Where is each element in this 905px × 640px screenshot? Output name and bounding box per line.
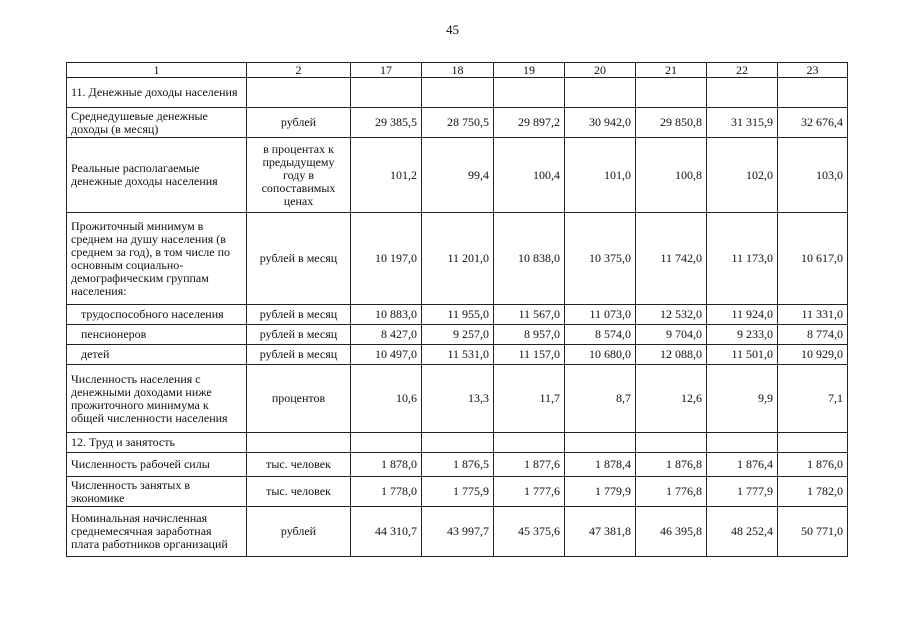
value-cell: 8,7 — [565, 365, 636, 433]
table-row — [67, 305, 848, 325]
indicator-name: 12. Труд и занятость — [67, 433, 247, 453]
header-cell: 20 — [565, 63, 636, 78]
value-cell: 9 704,0 — [636, 325, 707, 345]
value-cell: 11 073,0 — [565, 305, 636, 325]
value-cell: 10 617,0 — [778, 213, 848, 305]
value-cell: 8 427,0 — [351, 325, 422, 345]
value-cell: 11 201,0 — [422, 213, 494, 305]
value-cell — [351, 78, 422, 108]
unit-cell: рублей в месяц — [247, 325, 351, 345]
indicator-name: 11. Денежные доходы населения — [67, 78, 247, 108]
value-cell: 7,1 — [778, 365, 848, 433]
value-cell: 1 775,9 — [422, 477, 494, 507]
indicator-name: Прожиточный минимум в среднем на душу населения (в среднем за год), в том числе по основным социально-демографическим группам населения: — [67, 213, 247, 305]
value-cell — [565, 433, 636, 453]
value-cell: 101,0 — [565, 138, 636, 213]
indicator-name: Численность занятых в экономике — [67, 477, 247, 507]
value-cell: 1 877,6 — [494, 453, 565, 477]
value-cell: 45 375,6 — [494, 507, 565, 557]
value-cell: 1 878,0 — [351, 453, 422, 477]
value-cell: 30 942,0 — [565, 108, 636, 138]
value-cell: 10 497,0 — [351, 345, 422, 365]
value-cell: 48 252,4 — [707, 507, 778, 557]
value-cell: 29 897,2 — [494, 108, 565, 138]
unit-cell — [247, 433, 351, 453]
value-cell: 11 173,0 — [707, 213, 778, 305]
value-cell — [494, 78, 565, 108]
value-cell: 1 776,8 — [636, 477, 707, 507]
value-cell: 100,4 — [494, 138, 565, 213]
table-row — [67, 453, 848, 477]
table-row — [67, 507, 848, 557]
value-cell: 11 531,0 — [422, 345, 494, 365]
value-cell — [707, 78, 778, 108]
value-cell: 1 876,4 — [707, 453, 778, 477]
value-cell: 1 777,6 — [494, 477, 565, 507]
header-cell: 2 — [247, 63, 351, 78]
value-cell: 9 233,0 — [707, 325, 778, 345]
unit-cell: рублей в месяц — [247, 345, 351, 365]
value-cell: 12 532,0 — [636, 305, 707, 325]
value-cell: 1 777,9 — [707, 477, 778, 507]
unit-cell: рублей — [247, 507, 351, 557]
value-cell: 44 310,7 — [351, 507, 422, 557]
value-cell: 1 782,0 — [778, 477, 848, 507]
value-cell: 10 883,0 — [351, 305, 422, 325]
value-cell: 28 750,5 — [422, 108, 494, 138]
table-row — [67, 365, 848, 433]
value-cell — [636, 78, 707, 108]
value-cell: 43 997,7 — [422, 507, 494, 557]
value-cell: 47 381,8 — [565, 507, 636, 557]
value-cell: 102,0 — [707, 138, 778, 213]
value-cell — [422, 433, 494, 453]
section-header-row — [67, 433, 848, 453]
value-cell: 9,9 — [707, 365, 778, 433]
table-header-row — [67, 63, 848, 78]
value-cell: 46 395,8 — [636, 507, 707, 557]
value-cell: 10 929,0 — [778, 345, 848, 365]
unit-cell: в процентах к предыдущему году в сопоставимых ценах — [247, 138, 351, 213]
indicator-name: Среднедушевые денежные доходы (в месяц) — [67, 108, 247, 138]
value-cell: 1 876,5 — [422, 453, 494, 477]
value-cell: 12,6 — [636, 365, 707, 433]
value-cell — [636, 433, 707, 453]
header-cell: 19 — [494, 63, 565, 78]
header-cell: 18 — [422, 63, 494, 78]
unit-cell: рублей в месяц — [247, 305, 351, 325]
value-cell: 31 315,9 — [707, 108, 778, 138]
value-cell: 11 501,0 — [707, 345, 778, 365]
unit-cell: процентов — [247, 365, 351, 433]
value-cell: 1 778,0 — [351, 477, 422, 507]
indicator-name: пенсионеров — [67, 325, 247, 345]
table-row — [67, 345, 848, 365]
indicator-name: Численность населения с денежными доходами ниже прожиточного минимума к общей численности населения — [67, 365, 247, 433]
value-cell: 9 257,0 — [422, 325, 494, 345]
value-cell: 10 838,0 — [494, 213, 565, 305]
value-cell: 11 157,0 — [494, 345, 565, 365]
statistics-table — [66, 62, 848, 557]
unit-cell: рублей в месяц — [247, 213, 351, 305]
value-cell: 8 957,0 — [494, 325, 565, 345]
value-cell: 11 742,0 — [636, 213, 707, 305]
value-cell: 11 924,0 — [707, 305, 778, 325]
value-cell: 8 574,0 — [565, 325, 636, 345]
indicator-name: детей — [67, 345, 247, 365]
value-cell: 1 878,4 — [565, 453, 636, 477]
value-cell: 12 088,0 — [636, 345, 707, 365]
value-cell: 1 876,0 — [778, 453, 848, 477]
value-cell: 11 331,0 — [778, 305, 848, 325]
indicator-name: трудоспособного населения — [67, 305, 247, 325]
value-cell — [351, 433, 422, 453]
unit-cell: тыс. человек — [247, 453, 351, 477]
value-cell: 100,8 — [636, 138, 707, 213]
section-header-row — [67, 78, 848, 108]
value-cell: 101,2 — [351, 138, 422, 213]
value-cell — [707, 433, 778, 453]
value-cell — [565, 78, 636, 108]
table-row — [67, 325, 848, 345]
value-cell: 11,7 — [494, 365, 565, 433]
value-cell: 29 385,5 — [351, 108, 422, 138]
value-cell: 50 771,0 — [778, 507, 848, 557]
value-cell: 10 375,0 — [565, 213, 636, 305]
unit-cell: рублей — [247, 108, 351, 138]
value-cell — [778, 433, 848, 453]
value-cell: 1 876,8 — [636, 453, 707, 477]
value-cell: 1 779,9 — [565, 477, 636, 507]
value-cell: 11 567,0 — [494, 305, 565, 325]
value-cell: 11 955,0 — [422, 305, 494, 325]
unit-cell: тыс. человек — [247, 477, 351, 507]
table-row — [67, 477, 848, 507]
value-cell: 13,3 — [422, 365, 494, 433]
value-cell — [778, 78, 848, 108]
value-cell: 10 197,0 — [351, 213, 422, 305]
table-row — [67, 108, 848, 138]
indicator-name: Численность рабочей силы — [67, 453, 247, 477]
header-cell: 1 — [67, 63, 247, 78]
table-row — [67, 138, 848, 213]
indicator-name: Реальные располагаемые денежные доходы населения — [67, 138, 247, 213]
value-cell: 29 850,8 — [636, 108, 707, 138]
value-cell: 32 676,4 — [778, 108, 848, 138]
value-cell: 103,0 — [778, 138, 848, 213]
value-cell — [494, 433, 565, 453]
value-cell — [422, 78, 494, 108]
indicator-name: Номинальная начисленная среднемесячная заработная плата работников организаций — [67, 507, 247, 557]
header-cell: 23 — [778, 63, 848, 78]
page-number: 45 — [446, 22, 459, 37]
header-cell: 17 — [351, 63, 422, 78]
value-cell: 10 680,0 — [565, 345, 636, 365]
unit-cell — [247, 78, 351, 108]
table-row — [67, 213, 848, 305]
header-cell: 22 — [707, 63, 778, 78]
value-cell: 10,6 — [351, 365, 422, 433]
value-cell: 8 774,0 — [778, 325, 848, 345]
value-cell: 99,4 — [422, 138, 494, 213]
header-cell: 21 — [636, 63, 707, 78]
